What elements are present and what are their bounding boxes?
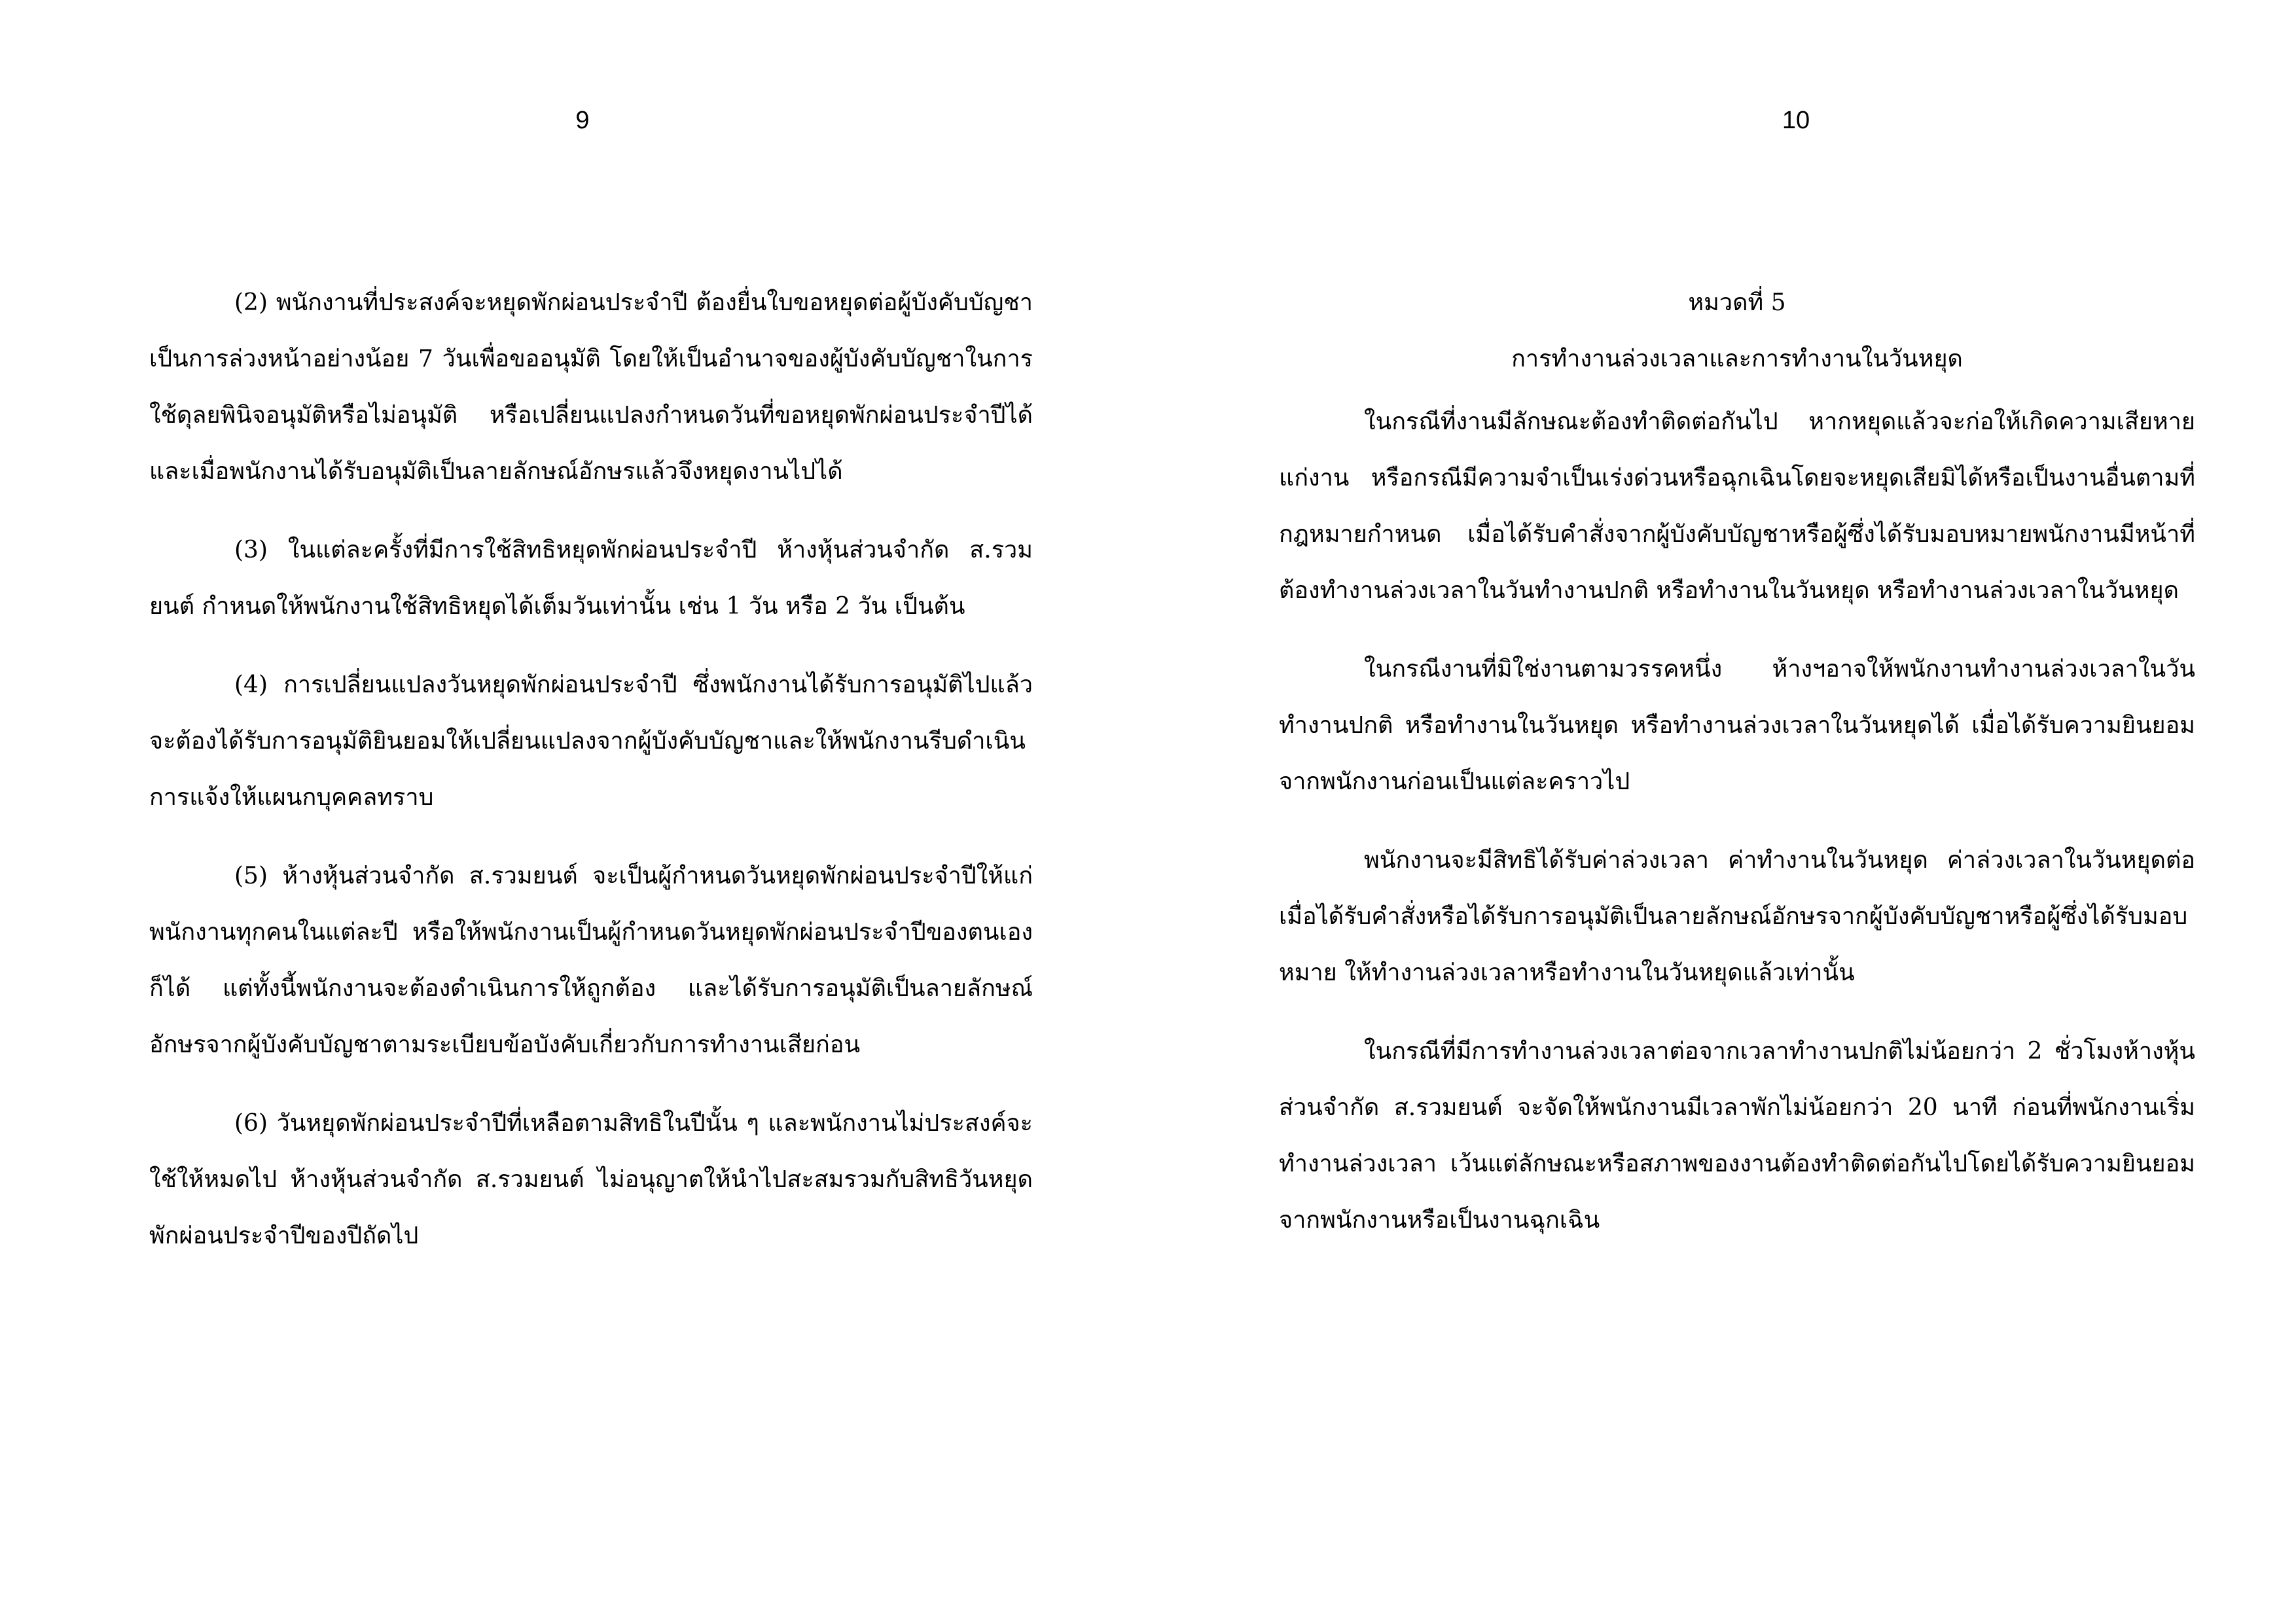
page-number: 9 <box>575 107 590 134</box>
paragraph-item-4: (4) การเปลี่ยนแปลงวันหยุดพักผ่อนประจำปี ซึ่งพนักงานได้รับการอนุมัติไปแล้ว จะต้องได้รับการอนุมัติยินยอมให้เปลี่ยนแปลงจากผู้บังคับบัญชาและให้พนักงานรีบดำเนินการแจ้งให้แผนกบุคคลทราบ <box>149 671 1033 811</box>
paragraph-overtime-break: ในกรณีที่มีการทำงานล่วงเวลาต่อจากเวลาทำงานปกติไม่น้อยกว่า 2 ชั่วโมงห้างหุ้นส่วนจำกัด ส.รวมยนต์ จะจัดให้พนักงานมีเวลาพักไม่น้อยกว่า 20 นาที ก่อนที่พนักงานเริ่มทำงานล่วงเวลา เว้นแต่ลักษณะหรือสภาพของงานต้องทำติดต่อกันไปโดยได้รับความยินยอมจากพนักงานหรือเป็นงานฉุกเฉิน <box>1279 1038 2195 1234</box>
paragraph-item-5: (5) ห้างหุ้นส่วนจำกัด ส.รวมยนต์ จะเป็นผู้กำหนดวันหยุดพักผ่อนประจำปีให้แก่พนักงานทุกคนในแต่ละปี หรือให้พนักงานเป็นผู้กำหนดวันหยุดพักผ่อนประจำปีของตนเองก็ได้ แต่ทั้งนี้พนักงานจะต้องดำเนินการให้ถูกต้อง และได้รับการอนุมัติเป็นลายลักษณ์อักษรจากผู้บังคับบัญชาตามระเบียบข้อบังคับเกี่ยวกับการทำงานเสียก่อน <box>149 863 1033 1058</box>
paragraph-item-2: (2) พนักงานที่ประสงค์จะหยุดพักผ่อนประจำปี ต้องยื่นใบขอหยุดต่อผู้บังคับบัญชาเป็นการล่วงหน้าอย่างน้อย 7 วันเพื่อขออนุมัติ โดยให้เป็นอำนาจของผู้บังคับบัญชาในการใช้ดุลยพินิจอนุมัติหรือไม่อนุมัติ หรือเปลี่ยนแปลงกำหนดวันที่ขอหยุดพักผ่อนประจำปีได้ และเมื่อพนักงานได้รับอนุมัติเป็นลายลักษณ์อักษรแล้วจึงหยุดงานไปได้ <box>149 289 1033 485</box>
paragraph-item-6: (6) วันหยุดพักผ่อนประจำปีที่เหลือตามสิทธิในปีนั้น ๆ และพนักงานไม่ประสงค์จะใช้ให้หมดไป ห้างหุ้นส่วนจำกัด ส.รวมยนต์ ไม่อนุญาตให้นำไปสะสมรวมกับสิทธิวันหยุดพักผ่อนประจำปีของปีถัดไป <box>149 1110 1033 1249</box>
paragraph-overtime-consent: ในกรณีงานที่มิใช่งานตามวรรคหนึ่ง ห้างฯอาจให้พนักงานทำงานล่วงเวลาในวันทำงานปกติ หรือทำงานในวันหยุด หรือทำงานล่วงเวลาในวันหยุดได้ เมื่อได้รับความยินยอมจากพนักงานก่อนเป็นแต่ละคราวไป <box>1279 656 2195 795</box>
page-body <box>149 275 1033 1287</box>
page-body <box>1279 275 2195 1271</box>
right-page <box>1148 0 2296 1623</box>
paragraph-overtime-required: ในกรณีที่งานมีลักษณะต้องทำติดต่อกันไป หากหยุดแล้วจะก่อให้เกิดความเสียหายแก่งาน หรือกรณีมีความจำเป็นเร่งด่วนหรือฉุกเฉินโดยจะหยุดเสียมิได้หรือเป็นงานอื่นตามที่กฎหมายกำหนด เมื่อได้รับคำสั่งจากผู้บังคับบัญชาหรือผู้ซึ่งได้รับมอบหมายพนักงานมีหน้าที่ต้องทำงานล่วงเวลาในวันทำงานปกติ หรือทำงานในวันหยุด หรือทำงานล่วงเวลาในวันหยุด <box>1279 408 2195 604</box>
paragraph-item-3: (3) ในแต่ละครั้งที่มีการใช้สิทธิหยุดพักผ่อนประจำปี ห้างหุ้นส่วนจำกัด ส.รวมยนต์ กำหนดให้พนักงานใช้สิทธิหยุดได้เต็มวันเท่านั้น เช่น 1 วัน หรือ 2 วัน เป็นต้น <box>149 537 1033 620</box>
chapter-title: การทำงานล่วงเวลาและการทำงานในวันหยุด <box>1511 346 1963 372</box>
page-number: 10 <box>1782 107 1810 134</box>
paragraph-overtime-pay: พนักงานจะมีสิทธิได้รับค่าล่วงเวลา ค่าทำงานในวันหยุด ค่าล่วงเวลาในวันหยุดต่อเมื่อได้รับคำสั่งหรือได้รับการอนุมัติเป็นลายลักษณ์อักษรจากผู้บังคับบัญชาหรือผู้ซึ่งได้รับมอบหมาย ให้ทำงานล่วงเวลาหรือทำงานในวันหยุดแล้วเท่านั้น <box>1279 847 2195 986</box>
chapter-heading: หมวดที่ 5 <box>1688 289 1786 316</box>
